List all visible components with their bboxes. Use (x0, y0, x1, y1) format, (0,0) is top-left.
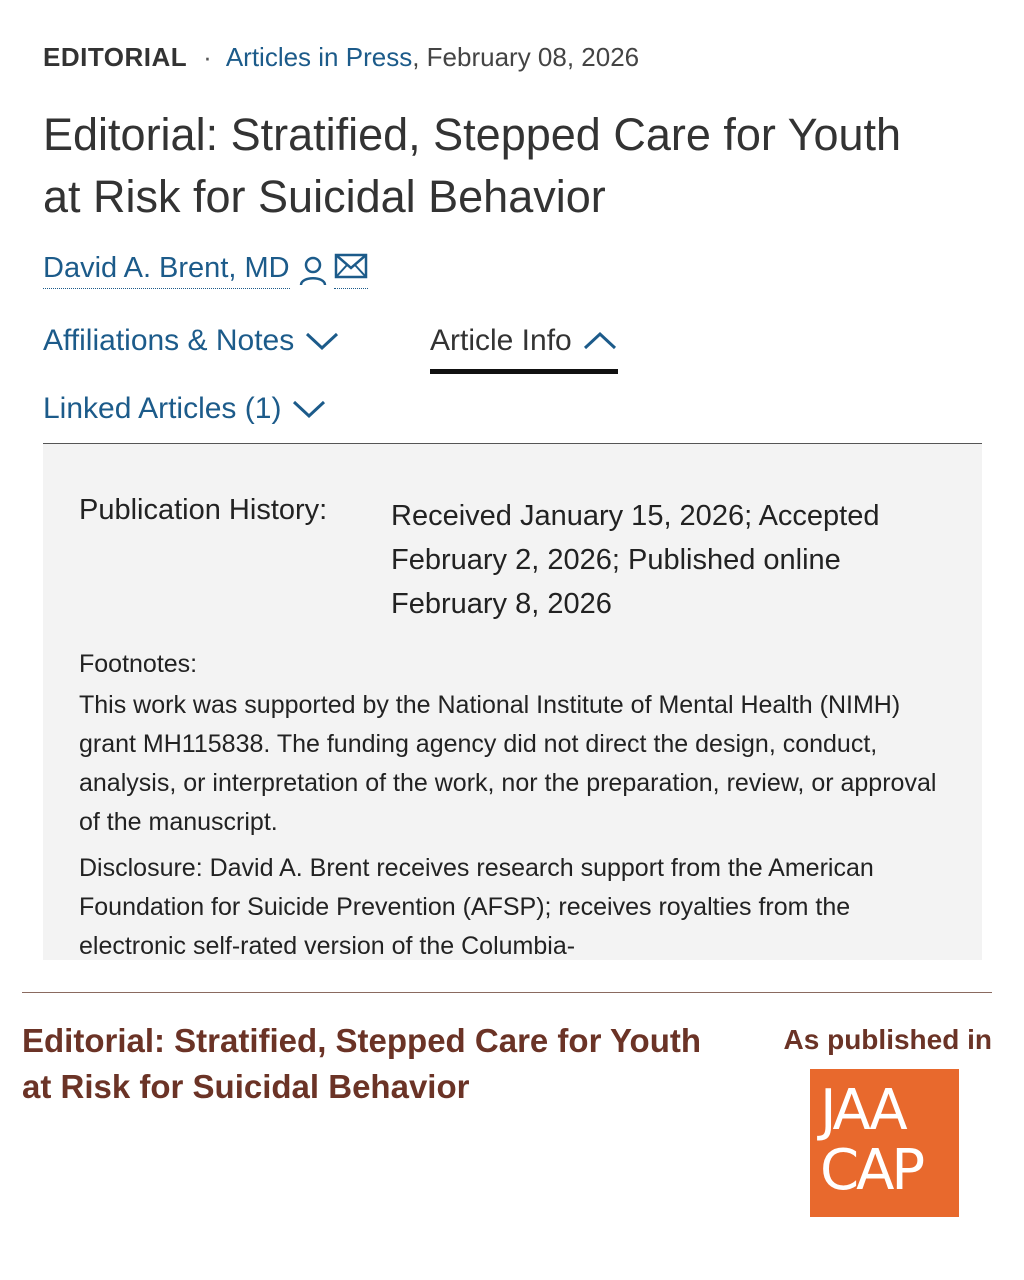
published-in-label: As published in (783, 1024, 992, 1055)
logo-text-bottom: CAP (820, 1138, 923, 1203)
mail-icon (334, 252, 368, 285)
tab-affiliations-notes[interactable] (43, 324, 340, 358)
publication-history-value: Received January 15, 2026; Accepted February 2, 2026; Published online February 8, 2026 (391, 500, 880, 620)
chevron-down-icon (304, 330, 340, 352)
footer-article-title: Editorial: Stratified, Stepped Care for Youth at Risk for Suicidal Behavior (22, 1022, 702, 1105)
chevron-up-icon (582, 330, 618, 352)
footnotes-label: Footnotes: (79, 650, 198, 678)
articles-in-press-link[interactable]: Articles in Press (225, 42, 413, 72)
chevron-down-icon (291, 398, 327, 420)
tab-article-info[interactable] (430, 324, 618, 368)
author-link[interactable]: David A. Brent, MD (43, 252, 290, 289)
tab-label: Affiliations & Notes (43, 324, 295, 357)
publication-date: , February 08, 2026 (412, 42, 640, 72)
tab-label: Linked Articles (1) (43, 392, 282, 425)
article-title: Editorial: Stratified, Stepped Care for Youth at Risk for Suicidal Behavior (43, 109, 902, 222)
publication-history-label: Publication History: (79, 494, 328, 526)
article-meta-line (43, 42, 639, 73)
meta-separator: · (203, 42, 212, 72)
person-icon[interactable] (298, 255, 328, 287)
email-author-button[interactable] (334, 252, 368, 289)
article-type-label: EDITORIAL (43, 42, 188, 72)
logo-text-top: JAA (820, 1078, 905, 1143)
article-tabs (43, 324, 572, 358)
footer-divider (22, 992, 992, 993)
jaacap-logo (810, 1069, 959, 1217)
tab-linked-articles[interactable] (43, 392, 327, 426)
footnotes-text: This work was supported by the National Institute of Mental Health (NIMH) grant MH115838. The funding agency did not direct the design, conduct, analysis, or interpretation of the work, nor the preparation, review, or approval of the manuscript. (79, 691, 937, 836)
author-row (43, 252, 368, 289)
article-info-panel (43, 444, 982, 960)
linked-articles-row (43, 392, 327, 426)
disclosure-text: Disclosure: David A. Brent receives research support from the American Foundation for Suicide Prevention (AFSP); receives royalties from the electronic self-rated version of the Columbia- (79, 854, 874, 960)
tab-label: Article Info (430, 324, 572, 357)
